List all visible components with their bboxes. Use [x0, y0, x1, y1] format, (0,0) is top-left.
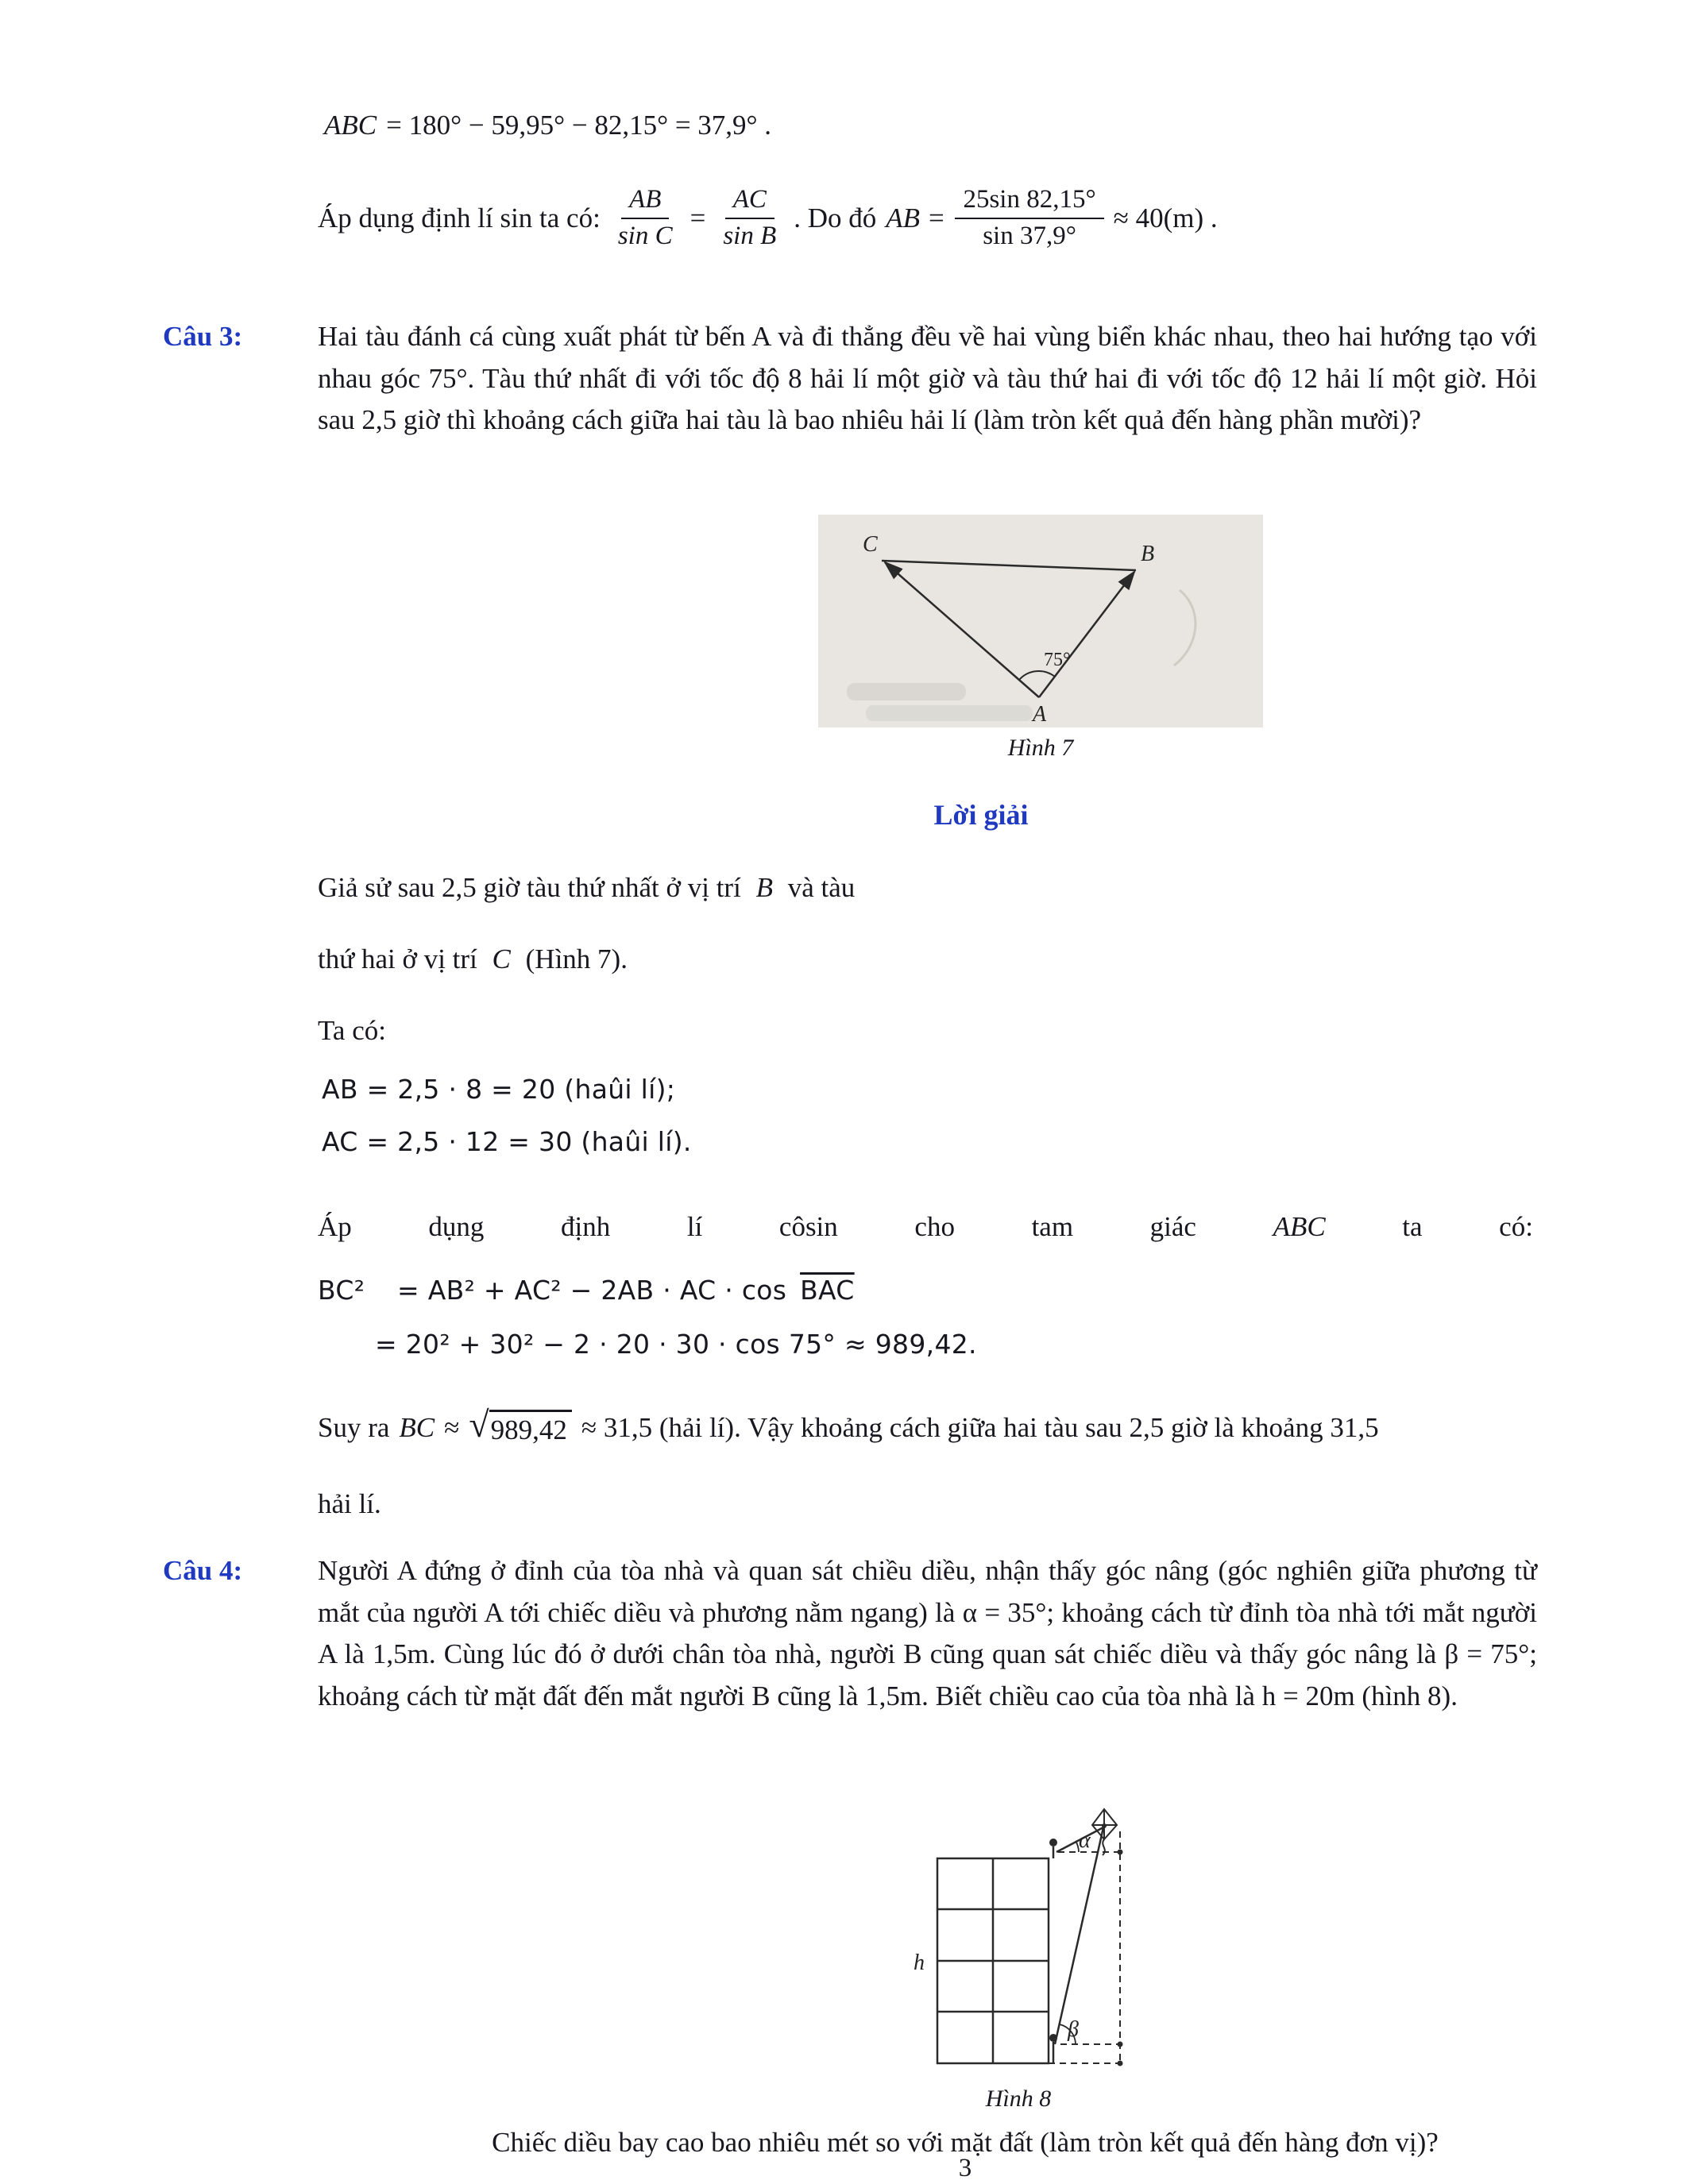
equals-sign: = [689, 202, 706, 233]
figure-8-block [882, 1801, 1152, 2123]
cosine-expansion: = AB² + AC² − 2AB ⋅ AC ⋅ cos [397, 1275, 787, 1306]
word: lí [686, 1211, 703, 1242]
building [937, 1858, 1049, 2063]
equation-numeric: = 20² + 30² − 2 ⋅ 20 ⋅ 30 ⋅ cos 75° ≈ 989,42. [375, 1329, 977, 1360]
angle-bac-symbol: $\overline{BAC}$ [800, 1275, 855, 1306]
page-number: 3 [958, 2154, 972, 2182]
equation-bc-squared [318, 1275, 855, 1306]
approx-sign: ≈ [444, 1412, 460, 1443]
bc-squared: BC² [318, 1275, 365, 1306]
final-question: Chiếc diều bay cao bao nhiêu mét so với mặt đất (làm tròn kết quả đến hàng đơn vị)? [492, 2127, 1439, 2158]
solution-line-2-post: (Hình 7). [525, 943, 628, 974]
alpha-label: α [1079, 1828, 1091, 1853]
cosine-rule-intro [318, 1211, 1533, 1243]
solution-line-1-pre: Giả sử sau 2,5 giờ tàu thứ nhất ở vị trí [318, 872, 741, 903]
height-label: h [914, 1951, 925, 1975]
ab-equals: AB = [886, 202, 946, 233]
angle-75-label: 75° [1044, 650, 1071, 670]
solution-line-2-pre: thứ hai ở vị trí [318, 943, 477, 974]
conclusion-post: ≈ 31,5 (hải lí). Vậy khoảng cách giữa hai tàu sau 2,5 giờ là khoảng 31,5 [581, 1412, 1379, 1443]
triangle-abc-symbol: ABC [1273, 1211, 1326, 1242]
radical-sign: √ [469, 1404, 489, 1445]
formula-abc-value: = 180° − 59,95° − 82,15° = 37,9° . [386, 110, 772, 141]
point-c-symbol: C [492, 943, 511, 974]
figure-7-image [818, 515, 1263, 765]
figure-8-image [882, 1801, 1152, 2119]
word: giác [1149, 1211, 1196, 1242]
word: ta [1402, 1211, 1423, 1242]
question-4-label: Câu 4: [163, 1555, 243, 1586]
vertex-b-label: B [1141, 542, 1155, 566]
conclusion-line-1 [318, 1404, 1379, 1446]
figure-7-block [818, 515, 1263, 769]
sine-rule-line [318, 184, 1218, 252]
solution-line-2 [318, 939, 628, 981]
word: dụng [428, 1211, 485, 1242]
vertex-c-label: C [863, 532, 878, 557]
solution-line-1-post: và tàu [787, 872, 856, 903]
word: côsin [778, 1211, 838, 1242]
word: Áp [318, 1211, 352, 1242]
fraction-ab-over-sinc: $\frac{AB}{\text{sin C}}$ [617, 185, 673, 250]
observer-b-icon [1049, 2034, 1057, 2063]
question-4 [163, 1550, 1537, 1717]
word: cho [914, 1211, 955, 1242]
question-3-text: Hai tàu đánh cá cùng xuất phát từ bến A và đi thẳng đều về hai vùng biển khác nhau, theo hai hướng tạo với nhau góc 75°. Tàu thứ nhất đi với tốc độ 8 hải lí một giờ và tàu thứ hai đi với tốc độ 12 hải lí một giờ. Hỏi sau 2,5 giờ thì khoảng cách giữa hai tàu là bao nhiêu hải lí (làm tròn kết quả đến hàng phần mười)? [318, 321, 1537, 435]
fraction-ac-over-sinb: $\frac{AC}{\text{sin B}}$ [723, 185, 777, 250]
question-3 [163, 316, 1537, 442]
sine-rule-lead: Áp dụng định lí sin ta có: [318, 202, 601, 233]
sight-lines [1055, 1827, 1103, 2044]
question-4-text: Người A đứng ở đỉnh của tòa nhà và quan sát chiều diều, nhận thấy góc nâng (góc nghiên giữa phương từ mắt của người A tới chiếc diều và phương nằm ngang) là α = 35°; khoảng cách từ đỉnh tòa nhà tới mắt người A là 1,5m. Cùng lúc đó ở dưới chân tòa nhà, người B cũng quan sát chiếc diều và thấy góc nâng là β = 75°; khoảng cách từ mặt đất đến mắt người B cũng là 1,5m. Biết chiều cao của tòa nhà là h = 20m (hình 8). [318, 1555, 1537, 1711]
word: có: [1499, 1211, 1533, 1242]
solution-line-3: Ta có: [318, 1015, 386, 1046]
sine-rule-connector: . Do đó [794, 202, 877, 233]
point-b-symbol: B [755, 872, 773, 903]
conclusion-line-2: hải lí. [318, 1488, 381, 1519]
observer-a-icon [1049, 1839, 1057, 1858]
scan-smudge [866, 705, 1033, 721]
radicand: 989,42 [489, 1410, 572, 1446]
vertex-a-label: A [1033, 702, 1047, 727]
bc-symbol: BC [399, 1412, 435, 1443]
figure-7-caption: Hình 7 [1007, 735, 1074, 761]
scan-smudge [847, 683, 966, 700]
word: tam [1031, 1211, 1074, 1242]
solution-line-1 [318, 867, 855, 909]
beta-label: β [1068, 2017, 1079, 2042]
formula-angle-abc [324, 110, 771, 141]
equation-ac: AC = 2,5 ⋅ 12 = 30 (haûi lí). [322, 1126, 692, 1157]
square-root [469, 1404, 572, 1446]
question-3-label: Câu 3: [163, 321, 243, 352]
conclusion-pre: Suy ra [318, 1412, 390, 1443]
figure-8-caption: Hình 8 [985, 2086, 1052, 2112]
fraction-result: $\frac{25\sin 82,15^\circ}{\sin 37,9^\circ}$ [955, 184, 1103, 252]
sine-rule-result: ≈ 40(m) . [1113, 202, 1218, 233]
word: định [561, 1211, 611, 1242]
formula-abc-symbol: ABC [324, 110, 377, 141]
solution-heading: Lời giải [933, 799, 1029, 831]
equation-ab: AB = 2,5 ⋅ 8 = 20 (haûi lí); [322, 1074, 676, 1105]
